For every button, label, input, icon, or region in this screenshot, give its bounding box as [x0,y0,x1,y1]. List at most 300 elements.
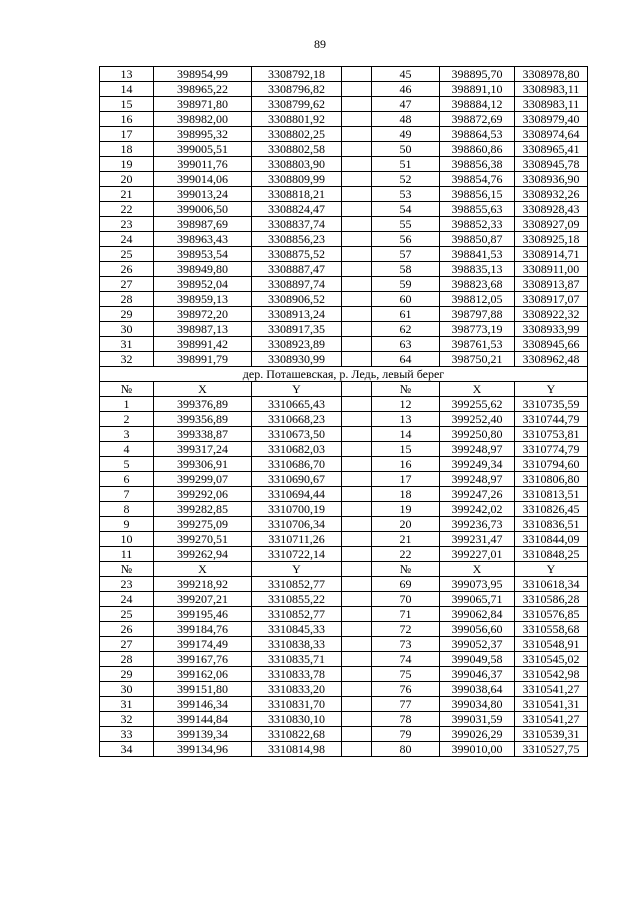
point-number: 48 [372,112,440,127]
y-coordinate: 3308799,62 [252,97,342,112]
x-coordinate: 398856,15 [440,187,515,202]
y-coordinate: 3308983,11 [515,97,588,112]
x-coordinate: 399184,76 [154,622,252,637]
y-coordinate: 3310831,70 [252,697,342,712]
spacer-cell [342,322,372,337]
x-coordinate: 398987,69 [154,217,252,232]
point-number: 25 [100,607,154,622]
column-header-number: № [100,382,154,397]
x-coordinate: 398835,13 [440,262,515,277]
y-coordinate: 3310527,75 [515,742,588,757]
x-coordinate: 398949,80 [154,262,252,277]
point-number: 60 [372,292,440,307]
table-row [100,262,588,277]
y-coordinate: 3308917,07 [515,292,588,307]
y-coordinate: 3310833,20 [252,682,342,697]
y-coordinate: 3310690,67 [252,472,342,487]
y-coordinate: 3310576,85 [515,607,588,622]
column-header-x: X [440,382,515,397]
table-row [100,157,588,172]
x-coordinate: 399255,62 [440,397,515,412]
point-number: 17 [372,472,440,487]
y-coordinate: 3310806,80 [515,472,588,487]
point-number: 16 [372,457,440,472]
y-coordinate: 3310618,34 [515,577,588,592]
x-coordinate: 399049,58 [440,652,515,667]
point-number: 46 [372,82,440,97]
point-number: 63 [372,337,440,352]
y-coordinate: 3308906,52 [252,292,342,307]
spacer-cell [342,382,372,397]
table-row [100,397,588,412]
point-number: 23 [100,217,154,232]
table-row [100,172,588,187]
column-header-y: Y [252,562,342,577]
point-number: 1 [100,397,154,412]
point-number: 28 [100,292,154,307]
spacer-cell [342,487,372,502]
point-number: 80 [372,742,440,757]
table-row [100,307,588,322]
y-coordinate: 3308962,48 [515,352,588,367]
table-row [100,592,588,607]
y-coordinate: 3310722,14 [252,547,342,562]
point-number: 20 [100,172,154,187]
y-coordinate: 3308856,23 [252,232,342,247]
x-coordinate: 399162,06 [154,667,252,682]
x-coordinate: 399218,92 [154,577,252,592]
table-row [100,82,588,97]
point-number: 2 [100,412,154,427]
table-row [100,352,588,367]
spacer-cell [342,337,372,352]
point-number: 22 [100,202,154,217]
table-row [100,727,588,742]
x-coordinate: 399207,21 [154,592,252,607]
point-number: 28 [100,652,154,667]
x-coordinate: 399248,97 [440,472,515,487]
spacer-cell [342,67,372,82]
spacer-cell [342,397,372,412]
point-number: 24 [100,232,154,247]
column-header-y: Y [515,562,588,577]
point-number: 72 [372,622,440,637]
y-coordinate: 3308911,00 [515,262,588,277]
y-coordinate: 3308913,87 [515,277,588,292]
y-coordinate: 3310539,31 [515,727,588,742]
point-number: 50 [372,142,440,157]
x-coordinate: 399282,85 [154,502,252,517]
spacer-cell [342,652,372,667]
x-coordinate: 398982,00 [154,112,252,127]
x-coordinate: 399014,06 [154,172,252,187]
x-coordinate: 399144,84 [154,712,252,727]
x-coordinate: 398872,69 [440,112,515,127]
y-coordinate: 3310835,71 [252,652,342,667]
y-coordinate: 3310822,68 [252,727,342,742]
spacer-cell [342,82,372,97]
spacer-cell [342,457,372,472]
y-coordinate: 3310836,51 [515,517,588,532]
spacer-cell [342,727,372,742]
x-coordinate: 399270,51 [154,532,252,547]
x-coordinate: 398852,33 [440,217,515,232]
point-number: 71 [372,607,440,622]
point-number: 73 [372,637,440,652]
spacer-cell [342,232,372,247]
x-coordinate: 399026,29 [440,727,515,742]
spacer-cell [342,247,372,262]
y-coordinate: 3310686,70 [252,457,342,472]
y-coordinate: 3310541,27 [515,712,588,727]
point-number: 21 [100,187,154,202]
table-row [100,667,588,682]
spacer-cell [342,292,372,307]
y-coordinate: 3308802,25 [252,127,342,142]
point-number: 33 [100,727,154,742]
y-coordinate: 3310541,27 [515,682,588,697]
y-coordinate: 3308922,32 [515,307,588,322]
point-number: 13 [372,412,440,427]
y-coordinate: 3308917,35 [252,322,342,337]
x-coordinate: 398953,54 [154,247,252,262]
point-number: 57 [372,247,440,262]
spacer-cell [342,427,372,442]
point-number: 74 [372,652,440,667]
point-number: 29 [100,307,154,322]
point-number: 32 [100,712,154,727]
point-number: 53 [372,187,440,202]
y-coordinate: 3308837,74 [252,217,342,232]
spacer-cell [342,502,372,517]
y-coordinate: 3310838,33 [252,637,342,652]
point-number: 76 [372,682,440,697]
point-number: 14 [100,82,154,97]
y-coordinate: 3310830,10 [252,712,342,727]
table-row [100,337,588,352]
x-coordinate: 399247,26 [440,487,515,502]
point-number: 79 [372,727,440,742]
y-coordinate: 3310673,50 [252,427,342,442]
table-row [100,127,588,142]
table-row [100,577,588,592]
x-coordinate: 399167,76 [154,652,252,667]
y-coordinate: 3310833,78 [252,667,342,682]
y-coordinate: 3308979,40 [515,112,588,127]
x-coordinate: 398972,20 [154,307,252,322]
x-coordinate: 399005,51 [154,142,252,157]
y-coordinate: 3308945,66 [515,337,588,352]
table-row [100,277,588,292]
column-header-number: № [372,562,440,577]
point-number: 69 [372,577,440,592]
point-number: 26 [100,262,154,277]
x-coordinate: 399249,34 [440,457,515,472]
x-coordinate: 398855,63 [440,202,515,217]
spacer-cell [342,592,372,607]
y-coordinate: 3310855,22 [252,592,342,607]
y-coordinate: 3310682,03 [252,442,342,457]
x-coordinate: 399231,47 [440,532,515,547]
point-number: 17 [100,127,154,142]
y-coordinate: 3308974,64 [515,127,588,142]
x-coordinate: 399236,73 [440,517,515,532]
x-coordinate: 398987,13 [154,322,252,337]
y-coordinate: 3308818,21 [252,187,342,202]
point-number: 10 [100,532,154,547]
spacer-cell [342,667,372,682]
x-coordinate: 399038,64 [440,682,515,697]
x-coordinate: 398750,21 [440,352,515,367]
y-coordinate: 3308914,71 [515,247,588,262]
x-coordinate: 399356,89 [154,412,252,427]
spacer-cell [342,172,372,187]
point-number: 61 [372,307,440,322]
x-coordinate: 398995,32 [154,127,252,142]
point-number: 54 [372,202,440,217]
point-number: 18 [372,487,440,502]
point-number: 30 [100,682,154,697]
table-row [100,487,588,502]
point-number: 24 [100,592,154,607]
table-row [100,532,588,547]
x-coordinate: 399292,06 [154,487,252,502]
spacer-cell [342,532,372,547]
y-coordinate: 3308932,26 [515,187,588,202]
column-header-y: Y [252,382,342,397]
table-row [100,412,588,427]
spacer-cell [342,682,372,697]
x-coordinate: 398965,22 [154,82,252,97]
x-coordinate: 398895,70 [440,67,515,82]
table-row [100,292,588,307]
point-number: 15 [100,97,154,112]
column-header-x: X [440,562,515,577]
point-number: 21 [372,532,440,547]
point-number: 18 [100,142,154,157]
y-coordinate: 3310844,09 [515,532,588,547]
point-number: 13 [100,67,154,82]
table-row [100,712,588,727]
x-coordinate: 399073,95 [440,577,515,592]
x-coordinate: 399195,46 [154,607,252,622]
x-coordinate: 399227,01 [440,547,515,562]
spacer-cell [342,637,372,652]
y-coordinate: 3308796,82 [252,82,342,97]
x-coordinate: 399306,91 [154,457,252,472]
point-number: 52 [372,172,440,187]
table-row [100,97,588,112]
table-row [100,517,588,532]
y-coordinate: 3308875,52 [252,247,342,262]
x-coordinate: 398952,04 [154,277,252,292]
point-number: 19 [100,157,154,172]
x-coordinate: 399034,80 [440,697,515,712]
point-number: 45 [372,67,440,82]
point-number: 15 [372,442,440,457]
x-coordinate: 399376,89 [154,397,252,412]
x-coordinate: 399338,87 [154,427,252,442]
x-coordinate: 399299,07 [154,472,252,487]
point-number: 56 [372,232,440,247]
spacer-cell [342,517,372,532]
x-coordinate: 398812,05 [440,292,515,307]
x-coordinate: 399252,40 [440,412,515,427]
y-coordinate: 3308965,41 [515,142,588,157]
column-header-number: № [372,382,440,397]
y-coordinate: 3308897,74 [252,277,342,292]
y-coordinate: 3308930,99 [252,352,342,367]
spacer-cell [342,202,372,217]
y-coordinate: 3310852,77 [252,607,342,622]
spacer-cell [342,742,372,757]
x-coordinate: 398850,87 [440,232,515,247]
point-number: 11 [100,547,154,562]
y-coordinate: 3308928,43 [515,202,588,217]
y-coordinate: 3308945,78 [515,157,588,172]
point-number: 3 [100,427,154,442]
point-number: 59 [372,277,440,292]
x-coordinate: 399151,80 [154,682,252,697]
table-row [100,502,588,517]
y-coordinate: 3308792,18 [252,67,342,82]
x-coordinate: 399010,00 [440,742,515,757]
point-number: 78 [372,712,440,727]
y-coordinate: 3308887,47 [252,262,342,277]
point-number: 25 [100,247,154,262]
x-coordinate: 399056,60 [440,622,515,637]
point-number: 32 [100,352,154,367]
table-row [100,622,588,637]
point-number: 58 [372,262,440,277]
column-header-x: X [154,382,252,397]
point-number: 23 [100,577,154,592]
header-row [100,382,588,397]
coordinates-table [99,66,588,757]
x-coordinate: 399262,94 [154,547,252,562]
x-coordinate: 398856,38 [440,157,515,172]
point-number: 77 [372,697,440,712]
table-row [100,547,588,562]
spacer-cell [342,97,372,112]
spacer-cell [342,157,372,172]
spacer-cell [342,622,372,637]
y-coordinate: 3310541,31 [515,697,588,712]
point-number: 7 [100,487,154,502]
table-row [100,217,588,232]
spacer-cell [342,217,372,232]
y-coordinate: 3310794,60 [515,457,588,472]
point-number: 4 [100,442,154,457]
x-coordinate: 398959,13 [154,292,252,307]
table-row [100,472,588,487]
y-coordinate: 3308801,92 [252,112,342,127]
y-coordinate: 3310706,34 [252,517,342,532]
point-number: 29 [100,667,154,682]
y-coordinate: 3310826,45 [515,502,588,517]
table-row [100,112,588,127]
table-row [100,637,588,652]
table-row [100,142,588,157]
point-number: 27 [100,277,154,292]
x-coordinate: 398963,43 [154,232,252,247]
spacer-cell [342,187,372,202]
point-number: 31 [100,337,154,352]
table-row [100,427,588,442]
y-coordinate: 3310700,19 [252,502,342,517]
point-number: 27 [100,637,154,652]
y-coordinate: 3310814,98 [252,742,342,757]
y-coordinate: 3308802,58 [252,142,342,157]
y-coordinate: 3310548,91 [515,637,588,652]
header-row [100,562,588,577]
point-number: 30 [100,322,154,337]
point-number: 6 [100,472,154,487]
y-coordinate: 3308936,90 [515,172,588,187]
x-coordinate: 398891,10 [440,82,515,97]
point-number: 22 [372,547,440,562]
section-title: дер. Поташевская, р. Ледь, левый берег [100,367,588,382]
point-number: 47 [372,97,440,112]
point-number: 55 [372,217,440,232]
y-coordinate: 3308913,24 [252,307,342,322]
y-coordinate: 3310744,79 [515,412,588,427]
x-coordinate: 399046,37 [440,667,515,682]
y-coordinate: 3310542,98 [515,667,588,682]
table-row [100,202,588,217]
x-coordinate: 398841,53 [440,247,515,262]
spacer-cell [342,112,372,127]
x-coordinate: 398761,53 [440,337,515,352]
spacer-cell [342,577,372,592]
x-coordinate: 399065,71 [440,592,515,607]
x-coordinate: 398773,19 [440,322,515,337]
y-coordinate: 3310845,33 [252,622,342,637]
table-row [100,607,588,622]
spacer-cell [342,442,372,457]
point-number: 64 [372,352,440,367]
table-row [100,442,588,457]
x-coordinate: 399174,49 [154,637,252,652]
y-coordinate: 3310668,23 [252,412,342,427]
x-coordinate: 399248,97 [440,442,515,457]
spacer-cell [342,412,372,427]
page-number: 89 [314,37,326,51]
x-coordinate: 398991,42 [154,337,252,352]
table-row [100,232,588,247]
point-number: 5 [100,457,154,472]
spacer-cell [342,562,372,577]
point-number: 12 [372,397,440,412]
x-coordinate: 399242,02 [440,502,515,517]
y-coordinate: 3310848,25 [515,547,588,562]
spacer-cell [342,607,372,622]
column-header-number: № [100,562,154,577]
table-row [100,682,588,697]
y-coordinate: 3310711,26 [252,532,342,547]
table-row [100,322,588,337]
spacer-cell [342,262,372,277]
x-coordinate: 398860,86 [440,142,515,157]
y-coordinate: 3308978,80 [515,67,588,82]
x-coordinate: 399139,34 [154,727,252,742]
point-number: 31 [100,697,154,712]
y-coordinate: 3310545,02 [515,652,588,667]
x-coordinate: 398971,80 [154,97,252,112]
y-coordinate: 3308923,89 [252,337,342,352]
x-coordinate: 398884,12 [440,97,515,112]
column-header-x: X [154,562,252,577]
